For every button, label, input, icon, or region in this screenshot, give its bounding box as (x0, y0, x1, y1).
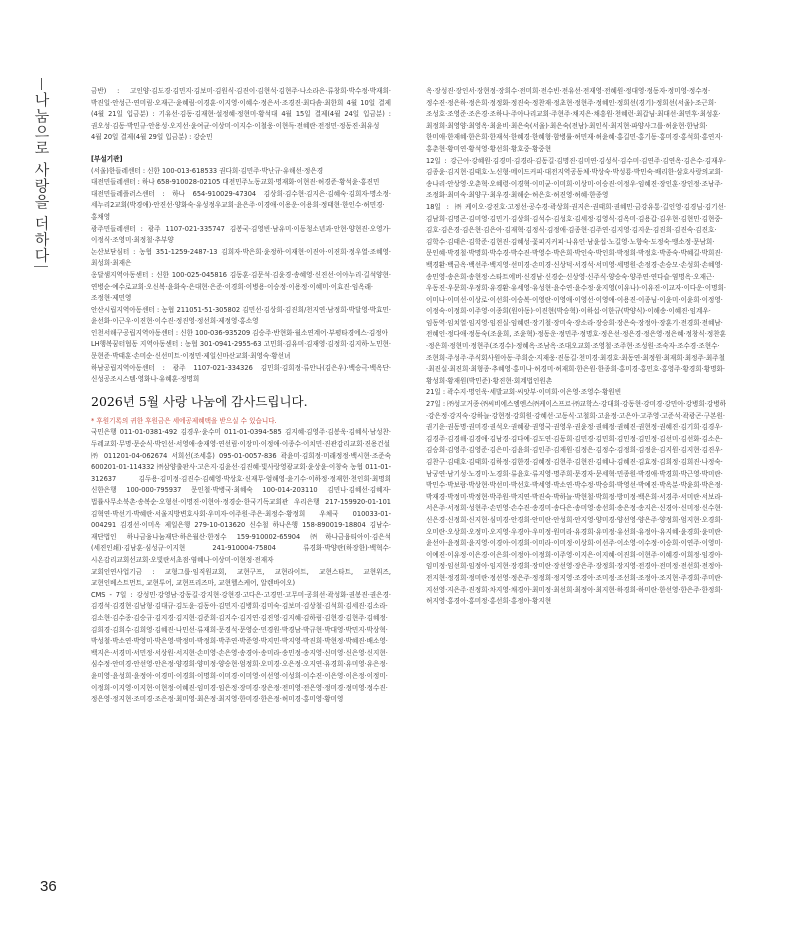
account-entry: 안산시립지역아동센터 : 농협 211051-51-305802 김민선·김상희·김진희/천지연·남정희·박달영·박효민·윤선화·이근우·이진현·이수진·정진영·정선희·제정영·홍소영 (91, 305, 391, 326)
account-entry: (서울)한들레센터 : 신한 100-013-618533 권다희·김민주·박난규·유해선·정은경 (91, 166, 324, 175)
page-number: 36 (40, 878, 57, 895)
section-heading: 2026년 5월 사랑 나눔에 감사드립니다. (91, 393, 308, 409)
side-rule-top (41, 78, 42, 90)
account-entry: 인천서해구공립지역아동센터 : 신한 100-036-935209 김승주·반현화·월소연계어·부평타경에스·김정아 (91, 328, 389, 337)
donor-paragraph: 27일 : ㈜성고거종·㈜씨비에스엠엔스㈜케이스프르·㈜교학스·강대희·강동현·강미경·강민아·강병희·강병하·강은정·강지숙·강하늘·강현정·강희원·강혜선·고동식·고철희·고윤정·고은아·고주영·고준석·곽광곤·구본원·권기운·권동명·권미경·권석오·권혜광·권영국·권영우·권윤정·권혜정·권혜진·권현정·권혜진·김기희·김경우·김경주·김경해·김경애·김남경·김다예·김도연·김동희·김민경·김민희·김민정·김민정·김선미·김선화·김소은·김승희·김영주·김영준·김은미·김윤희·김인주·김재원·김정은·김정수·김정희·김정운·김지원·김지현·김진우·김찬구·김태호·김태희·김하정·김한경·김혜정·김현주·김현진·김혜나·김혜진·김효정·김희정·김희진·나정숙·남궁연·남기성·노경미·노경희·류윤호·류지영·명주희·문경자·문세혁·민종원·박경애·박경희·박근영·박미란·박민수·박보람·박상현·박선미·박선호·박세영·박소연·박수정·박승희·박영선·박예진·박옥분·박윤희·박은정·박재경·박정미·박정현·박주원·박지연·박진숙·박하늘·박현철·박희정·방미정·백은희·서경주·서미란·서보라·서은주·서정희·성현주·손민영·손수진·송경미·송다은·송미영·송선희·송은정·송지은·신경아·신미정·신수현·신은경·신정희·신지현·심미경·안경희·안미란·안성희·안지영·양미경·양선영·양은주·양정희·엄지현·오경희·오미란·오상희·오정미·오지영·우경아·우미정·원미라·유경희·유미정·유선희·유정아·유지혜·윤경희·윤미란·윤선아·윤정희·윤지영·이경아·이경희·이미라·이미정·이상희·이선주·이소영·이수정·이승희·이연주·이영미·이예진·이유정·이은경·이은희·이정아·이정희·이주영·이지은·이지혜·이진희·이현주·이혜경·이희정·임경아·임미정·임선희·임정아·임지현·장경희·장미란·장선영·장은주·장정희·장지영·전경아·전미정·전선희·전정아·전지현·정경희·정미란·정선영·정은주·정정희·정지영·조경아·조미정·조선희·조정아·조지현·주경희·주미란·지선영·지은주·진정희·차지영·채경아·최미정·최선희·최정아·최지현·하경희·하미란·한선영·한은주·한정희·허지영·홍경아·홍미정·홍선희·홍정아·황지현 (426, 400, 726, 606)
account-entry: 대전민들레센터 : 하나 658-910028-02105 대전민주노동교회·명재화·이현진·허경준·황석윤·홍진민 (91, 178, 380, 187)
donation-entry: 교회인연사업기금 : 교형그룹·임직원교회, 교현구프, 교현라이트, 교현스타트, 교현위즈, 교현인베스트먼트, 교현투어, 교현프리즈마, 교현헬스케어, 알렌바이오) (91, 567, 391, 588)
account-entry: 대전민들레플러스센터 : 하나 654-910029-47304 김상희·김수현·김지은·김혜숙·김희자·명소정·세누리2교회(박경애)·안진선·양화숙·유성정우교회·윤은주·이경애·이용운·이용희·정태현·한인수·허민경·홍채영 (91, 189, 391, 221)
donor-paragraph: 18일 : ㈜케이오·강진호·고정선·공수경·곽상희·권지은·권태희·권혜민·금강유통·길인영·김경님·김기선·김남희·김명곤·김미영·김민기·김상희·김석수·김성호·김세정·김영식·김옥미·김용갑·김우현·김현민·김현중·김호·김은경·김은현·김은아·김재혁·김정식·김정애·김종현·김주연·김지영·김지운·김진희·김진숙·김진호·김학수·김태은·김학준·김현진·김혜성·꽃피지커피·나유인·남윤섭·노길영·노향숙·도정숙·맹소정·문남희·문인혜·박경철·박명희·박수경·박수진·박영수·박은희·박인숙·박인희·박정희·박정호·박종숙·박혜길·박희진·백경환·백금옥·백선주·백지영·선미경·손미경·신상덕·서경석·서미영·세명원·손정경·손승모·손성희·손혜영·송민영·송은희·송현정·스타트에버·신경남·신경순·신상영·신주식·양승숙·양주연·연다슬·염명옥·오재근·우동진·우문희·우정희·유경환·유세영·유성현·윤수연·윤수정·윤지영(이유나)·이유진·이교자·이다운·이명희·이미나·이미선·이상로·이선희·이승복·이영란·이영애·이영선·이영애·이용진·이종님·이윤미·이윤희·이정영·이정숙·이정희·이주영·이종희(원아동)·이진현(박승혁)·이하섭·이한규(박양식)·이해송·이혜진·임계우·임동역·임치열·임지영·임진실·임혜련·장기철·장미숙·장소라·장승희·장은숙·장정아·장훈기·전경희·전혜남·전혜인·정다애·정동숙(조윤희, 조윤혁)·정동운·정민주·정명호·정은선·정은경·정은영·정은혜·정창식·정찬훈·정은희·정현미·정현주(조경수)·정혜옥·조남옥·조대오교회·조영철·조주현·조성원·조숙자·조수경·조현수·조현희·주성주·주식회사원아동·주희순·지재웅·진동길·천미경·최경호·최동연·최정원·최재희·최정주·최주철·최진실·최진희·최형종·추혜영·홍미나·허경미·허재희·한은원·한종희·홍미경·홍민호·홍영주·황경희·황명화·황성희·황재원(박민준)·황진현·회계법인원촌 (426, 202, 726, 385)
side-title-text: 나눔으로 사랑을 더하다 (32, 92, 51, 264)
account-entry: 옹달샘지역아동센터 : 신한 100-025-045816 김동훈·김문석·김윤경·송혜영·신진선·이아누리·길석양현·연병순·예수로교회·오신복·윤화숙·은대현·은준·이경희·이병용·이승정·이용정·이혜미·이효진·임옥래·조정현·제민영 (91, 270, 391, 303)
account-entry: 광주민들레센터 : 광주 1107-021-335747 김봉국·김영빈·남유미·이동청소년과·안현·양현진·오영가·이정식·조영미·최정철·추부양 (91, 224, 391, 245)
account-entry: LH행복꿈터협동 지역아동센터 : 농협 301-0941-2955-63 고민희·김유미·김재영·김정희·김지하·노민현·문현준·박태훈·손미순·신선미트·이정민·제일신마산교회·최영숙·황선녀 (91, 340, 391, 361)
donation-entry: 국민은행 011-01-0381-492 김경우·윤수미 011-01-0394-585 김지혜·김영주·김봉욱·김혜식·남성찬·두레교회·무명·문순식·박인선·서영애·송재영·연선림·이장미·이정애·이종수·이치민·진관감리교회·진용건설㈜ 011201-04-062674 서희선(조세홍) 095-01-0057-836 곽윤미·김희정·미래정정·백시현·조준숙 600201-01-114332 ㈜삼양출판사·고은지·김윤선·김진혜·빛사랑영광교회·윤상윤·이창숙 농협 011-01-312637 김두용·김미정·김진수·김혜영·박상호·신재무·엄해영·윤기수·이하정·정재헌·천인희·최명희 신한은행 100-000-795937 문인철·박병국·최혜숙 100-014-203110 김민나·김혜선·김혜자·법률사무소북촌·송복순·오형선·이명진·이현아·정경순·한국기독교회관 우리은행 217-159920-01-101 김혁연·박선기·박혜란·서울지방변호사회·우미자·이주원·주은·최정수·황정희 우체국 010033-01-004291 김경선·이미옥 제일은행 279-10-013620 신수철 하나은행 158-890019-18804 김남수·재단법인 하나금융나눔재단·하은월산·한정수 159-910002-65904 ㈜하나금융티아이·김은석(세진인쇄)·김남훈·심성규·이지현 241-910004-75804 류경화·박양란(하장한)·백혁수·시온감리교회선교회·오빛란서초점·염혜나·이상미·이현정·전재자 (91, 428, 391, 564)
account-entry: 하남공립지역아동센터 : 광주 1107-021-334326 김민희·김희정·류안나(김은우)·백승극·백옥단·신성공조시스템·영화나·유혜훈·정명희 (91, 363, 391, 384)
right-column (426, 86, 726, 918)
donor-paragraph: 12일 : 강근아·강혜원·김경미·김경라·김동길·김명진·김미연·김성식·김수미·김연주·김연옥·김은수·김재우·김종윤·김지현·김태호·노신형·메이드커피·대전지역공동체·박상숙·박성룡·박민숙·배리한·삼호사랑의교회·송나리·안상영·오춘혁·오혜령·이경혁·이미균·이미희·이상미·이승진·이정우·임혜진·장인훈·장인정·조남주·조정화·최미숙·최양구·최우경·최해순·허은호·허진영·허혜·한종영 (426, 156, 726, 200)
left-column (91, 86, 391, 916)
side-rule (34, 266, 48, 267)
tax-benefit-note: * 후원기록의 귀한 후원금은 세에공제혜택을 받으실 수 있습니다. (91, 416, 277, 425)
intro-paragraph: 금반) : 고인양·김도경·김민지·김보미·김원식·김진이·김현석·김현주·나소라은·류창희·박수정·박재희·박진일·안성근·연미림·오재근·윤혜림·이경훈·이지영·이혜수·정은서·조경진·최다솜·최한희 4월 10일 결제(4월 21일 입금분) : 기유선·김동·김재현·설정혜·정현미·황석대 4월 15일 결제(4월 24일 입금분) : 권오성·김동·박민규·안용성·오지선·윤여균·이상미·이지수·이철웅·이현득·전혜란·전정민·정동진·최유성 4월 20일 결제(4월 29일 입금분) : 강순민 (91, 87, 391, 142)
donor-paragraph: 옥·장성진·장인서·장현정·장희수·전미희·전수빈·전유선·전재영·전혜원·정대영·정동자·정미영·정수정·정수진·정은하·정은희·정정화·정진숙·정찬재·정초현·정현주·정혜인·정희선(경기)·정희선(서울)·조근희·조성호·조영준·조은경·조하나·주아나리교회·주현주·채지은·채흥원·천혜런·최갑님·최대선·최민후·최성훈·최정희·최영양·최영옥·최윤비·최은숙(서울)·최은숙(전남)·최인식·최지현·파양사그룹·허윤현·한남희·한미애·한재혜·한은희·한재석·한혜경·한혜형·함병률·허민재·허윤혜·홍길민·홍기동·홍미경·홍석희·홍연지·홍춘현·황미연·황석영·황선희·황호중·황중현 (426, 87, 723, 153)
account-entry: 논산보닫심터 : 농협 351-1259-2487-13 김희자·박은희·윤정하·이재현·이진아·이진희·정우열·조혜영·최성희·최재은 (91, 247, 391, 268)
donor-paragraph: 21일 : 곽수지·명인욱·세발교회·씨앗부·이미희·이은영·조영수·황원빈 (426, 388, 622, 397)
accounts-heading: [부설기관] (91, 154, 123, 163)
donation-entry: CMS - 7일 : 강성민·강영남·강동길·강지현·강현경·고다은·고경민·고무미·공희선·곽성화·권봉진·권은경·김경석·김경현·김남형·김대규·김도윤·김동아·김민지·김병희·김미숙·김보미·김상철·김석희·김세진·김소라·김소현·김수종·김승규·김지경·김지현·김준희·김지수·김지연·김진영·김지혜·김하림·김현경·김현주·김혜정·김희경·김희수·김희영·김혜진·나민선·류재희·문경석·문영순·민경원·박경남·박규현·박대영·박민지·박상혁·박성철·박소연·박영미·박은영·박정미·박정희·박주연·박준영·박지민·박지영·박진희·박현정·박혜진·배소영·백지은·서경미·서민정·서상원·서지현·손미영·손은영·송경아·송미라·송민정·송지영·신미영·신은영·신지현·심수정·안미경·안선영·안은정·양경희·양미정·양승현·엄정희·오미경·오은정·오지연·유경희·유미영·유은정·윤미영·윤성희·윤정아·이경미·이경희·이명희·이미경·이미영·이선영·이성희·이수진·이은영·이은정·이정미·이정희·이지영·이지현·이현정·이혜진·임미경·임은정·장미경·장은정·전미영·전은영·정미경·정미영·정수진·정은영·정지현·조미경·조은정·최미영·최은정·최지영·한미경·한은정·허미경·홍미영·황미영 (91, 590, 391, 704)
side-title (24, 92, 60, 312)
